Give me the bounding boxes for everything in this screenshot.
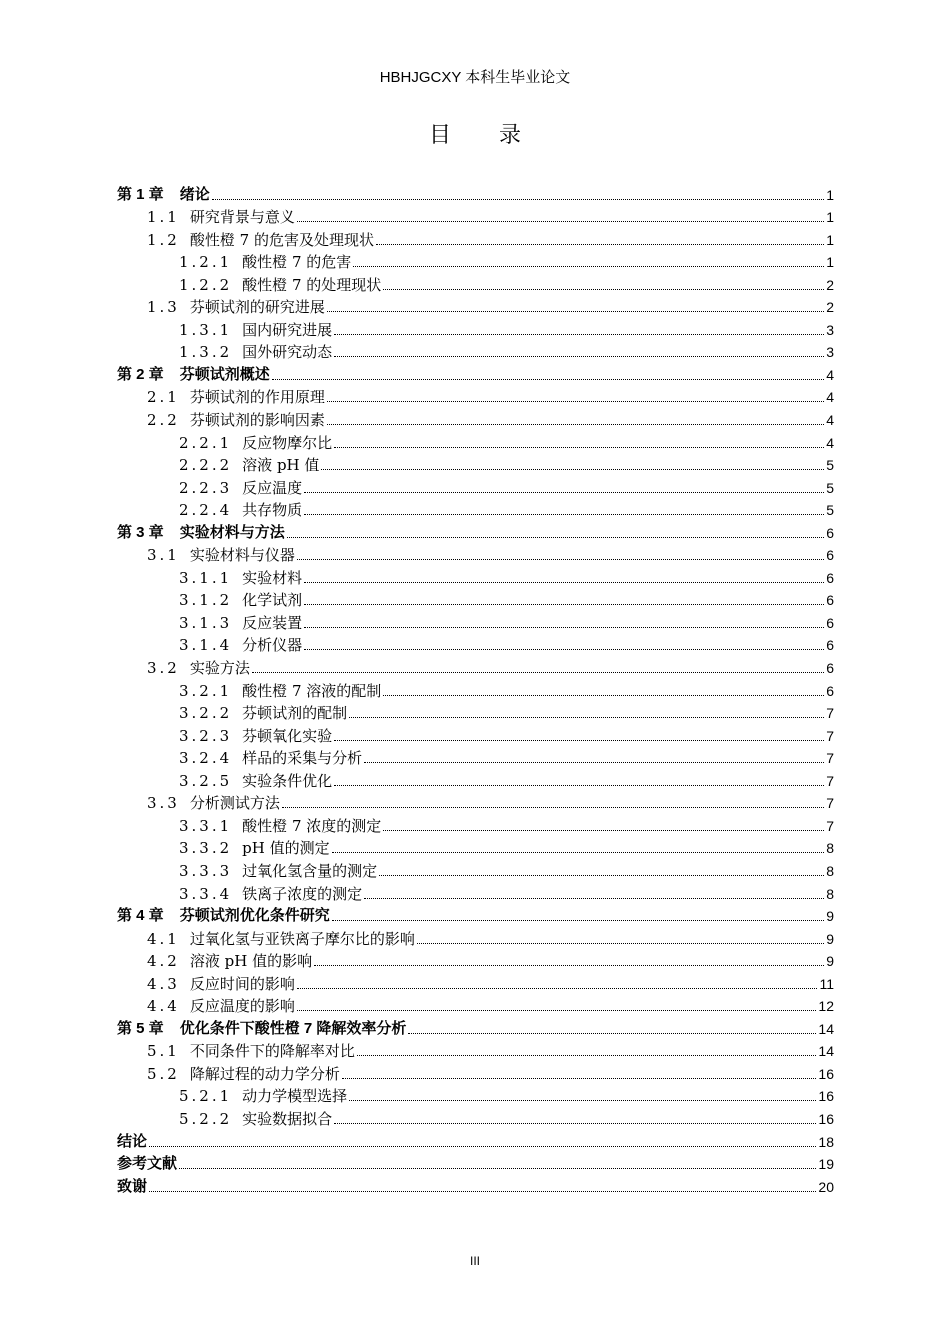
toc-entry-title: 过氧化氢与亚铁离子摩尔比的影响	[189, 929, 415, 948]
toc-entry[interactable]	[117, 790, 834, 813]
dot-leader	[332, 920, 825, 921]
toc-entry[interactable]	[117, 1015, 834, 1038]
toc-entry-number: 3.3.1	[179, 816, 233, 835]
dot-leader	[342, 1078, 817, 1079]
toc-entry[interactable]	[117, 316, 834, 339]
toc-entry-page: 6	[826, 682, 834, 699]
toc-entry[interactable]	[117, 1038, 834, 1061]
toc-entry-page: 16	[818, 1065, 834, 1082]
toc-entry-title: 降解过程的动力学分析	[189, 1064, 340, 1083]
dot-leader	[287, 537, 825, 538]
toc-entry[interactable]	[117, 226, 834, 249]
dot-leader	[282, 807, 824, 808]
toc-entry-title: 结论	[117, 1132, 148, 1150]
toc-entry-number: 4.4	[147, 997, 180, 1016]
toc-entry-number: 第 2 章	[117, 365, 164, 383]
toc-entry-title: 芬顿试剂的作用原理	[189, 388, 325, 407]
dot-leader	[364, 762, 824, 763]
toc-entry-page: 2	[826, 276, 834, 293]
running-header: HBHJGCXY 本科生毕业论文	[379, 69, 571, 86]
toc-entry[interactable]	[117, 452, 834, 475]
dot-leader	[334, 356, 824, 357]
toc-entry-number: 第 3 章	[117, 523, 164, 541]
toc-entry-page: 11	[819, 975, 834, 992]
toc-entry-title: 芬顿试剂概述	[179, 365, 270, 383]
toc-entry[interactable]	[117, 857, 834, 880]
toc-entry-number: 1.3.1	[179, 320, 233, 339]
toc-entry-page: 7	[826, 750, 834, 767]
toc-entry-page: 8	[826, 840, 834, 857]
toc-entry-title: 溶液 pH 值的影响	[189, 952, 313, 971]
toc-entry-number: 3.3.2	[179, 839, 233, 858]
toc-entry-number: 3.3	[147, 794, 180, 813]
toc-title	[0, 118, 950, 149]
toc-entry-title: 芬顿试剂优化条件研究	[179, 907, 330, 925]
toc-entry-page: 4	[826, 366, 834, 383]
dot-leader	[334, 447, 824, 448]
toc-entry-page: 9	[826, 930, 834, 947]
toc-entry[interactable]	[117, 271, 834, 294]
toc-entry-page: 6	[826, 660, 834, 677]
toc-entry-number: 1.2.2	[179, 275, 233, 294]
toc-entry-page: 5	[826, 457, 834, 474]
toc-entry[interactable]	[117, 1060, 834, 1083]
toc-entry[interactable]	[117, 406, 834, 429]
toc-entry-title: 酸性橙 7 浓度的测定	[242, 816, 382, 835]
dot-leader	[334, 785, 824, 786]
dot-leader	[212, 199, 825, 200]
toc-entry-title: 反应温度	[242, 478, 303, 497]
dot-leader	[383, 695, 824, 696]
toc-entry-number: 第 4 章	[117, 907, 164, 925]
toc-entry-page: 18	[818, 1133, 834, 1150]
toc-entry-title: 优化条件下酸性橙 7 降解效率分析	[179, 1019, 407, 1037]
toc-entry-page: 4	[826, 434, 834, 451]
toc-entry[interactable]	[117, 249, 834, 272]
toc-entry-title: 样品的采集与分析	[242, 749, 363, 768]
toc-entry[interactable]	[117, 1083, 834, 1106]
toc-entry-number: 3.3.4	[179, 884, 233, 903]
toc-entry-page: 6	[826, 524, 834, 541]
toc-entry-title: 酸性橙 7 的处理现状	[242, 275, 382, 294]
dot-leader	[297, 221, 824, 222]
dot-leader	[304, 604, 824, 605]
toc-entry-number: 1.1	[147, 208, 180, 227]
toc-entry[interactable]	[117, 812, 834, 835]
toc-title-right: 录	[499, 123, 522, 148]
toc-entry-page: 3	[826, 344, 834, 361]
toc-entry-title: 酸性橙 7 的危害	[242, 253, 352, 272]
dot-leader	[349, 717, 824, 718]
dot-leader	[376, 244, 824, 245]
toc-entry-title: 反应温度的影响	[189, 997, 295, 1016]
toc-entry-title: 实验条件优化	[242, 771, 333, 790]
toc-entry-title: 芬顿试剂的配制	[242, 704, 348, 723]
toc-entry[interactable]	[117, 181, 834, 204]
toc-entry[interactable]	[117, 835, 834, 858]
toc-entry-page: 16	[818, 1110, 834, 1127]
dot-leader	[297, 1010, 817, 1011]
toc-entry[interactable]	[117, 1128, 834, 1151]
toc-entry[interactable]	[117, 654, 834, 677]
toc-entry[interactable]	[117, 903, 834, 926]
dot-leader	[179, 1168, 816, 1169]
toc-entry[interactable]	[117, 609, 834, 632]
toc-entry-page: 4	[826, 389, 834, 406]
toc-entry-title: 反应时间的影响	[189, 974, 295, 993]
dot-leader	[272, 379, 825, 380]
toc-entry-number: 5.2.2	[179, 1109, 233, 1128]
toc-entry-number: 4.1	[147, 929, 180, 948]
toc-entry-number: 3.2	[147, 659, 180, 678]
toc-entry-number: 3.1.4	[179, 636, 233, 655]
dot-leader	[297, 559, 824, 560]
toc-entry[interactable]	[117, 677, 834, 700]
page-number: III	[469, 1254, 480, 1268]
dot-leader	[149, 1191, 816, 1192]
toc-entry-page: 14	[818, 1043, 834, 1060]
toc-entry-page: 5	[826, 479, 834, 496]
toc-entry-title: 分析测试方法	[189, 794, 280, 813]
toc-entry-title: 致谢	[117, 1177, 148, 1195]
toc-entry-title: 不同条件下的降解率对比	[189, 1042, 355, 1061]
toc-entry-page: 6	[826, 637, 834, 654]
toc-entry-page: 9	[826, 953, 834, 970]
toc-entry-number: 3.1.1	[179, 568, 233, 587]
toc-entry-number: 3.3.3	[179, 861, 233, 880]
toc-entry-page: 12	[818, 998, 834, 1015]
toc-entry-number: 5.2.1	[179, 1087, 233, 1106]
toc-entry-title: 实验数据拟合	[242, 1109, 333, 1128]
toc-entry[interactable]	[117, 361, 834, 384]
toc-entry[interactable]	[117, 564, 834, 587]
toc-entry[interactable]	[117, 474, 834, 497]
toc-entry-title: 铁离子浓度的测定	[242, 884, 363, 903]
toc-entry[interactable]	[117, 767, 834, 790]
dot-leader	[417, 943, 824, 944]
toc-entry[interactable]	[117, 519, 834, 542]
toc-entry[interactable]	[117, 384, 834, 407]
toc-entry-page: 14	[818, 1020, 834, 1037]
toc-entry-number: 3.2.2	[179, 704, 233, 723]
toc-entry-page: 2	[826, 299, 834, 316]
toc-entry-page: 7	[826, 795, 834, 812]
toc-entry-page: 8	[826, 885, 834, 902]
toc-entry-title: 酸性橙 7 溶液的配制	[242, 681, 382, 700]
toc-entry[interactable]	[117, 429, 834, 452]
dot-leader	[408, 1033, 816, 1034]
toc-entry[interactable]	[117, 948, 834, 971]
toc-entry-number: 5.2	[147, 1064, 180, 1083]
toc-entry-page: 16	[818, 1088, 834, 1105]
toc-entry[interactable]	[117, 542, 834, 565]
toc-entry-number: 第 5 章	[117, 1019, 164, 1037]
toc-entry-number: 5.1	[147, 1042, 180, 1061]
toc-entry[interactable]	[117, 925, 834, 948]
dot-leader	[252, 672, 824, 673]
dot-leader	[364, 898, 824, 899]
dot-leader	[327, 424, 824, 425]
toc-entry-number: 2.2.1	[179, 433, 233, 452]
toc-entry-title: 参考文献	[117, 1155, 178, 1173]
toc-entry-page: 1	[826, 254, 834, 271]
toc-entry-title: 芬顿试剂的影响因素	[189, 411, 325, 430]
toc-entry[interactable]	[117, 1105, 834, 1128]
dot-leader	[383, 289, 824, 290]
dot-leader	[297, 988, 818, 989]
toc-entry-number: 4.3	[147, 974, 180, 993]
dot-leader	[327, 401, 824, 402]
toc-entry-title: 国内研究进展	[242, 320, 333, 339]
toc-entry[interactable]	[117, 700, 834, 723]
toc-entry-number: 3.2.5	[179, 771, 233, 790]
dot-leader	[349, 1100, 816, 1101]
table-of-contents	[117, 181, 834, 1196]
toc-entry[interactable]	[117, 880, 834, 903]
dot-leader	[332, 852, 825, 853]
toc-entry-title: 研究背景与意义	[189, 208, 295, 227]
dot-leader	[334, 1123, 816, 1124]
toc-entry-page: 7	[826, 772, 834, 789]
dot-leader	[334, 740, 824, 741]
toc-entry-page: 1	[826, 186, 834, 203]
dot-leader	[334, 334, 824, 335]
dot-leader	[357, 1055, 817, 1056]
dot-leader	[304, 627, 824, 628]
toc-entry-title: 共存物质	[242, 501, 303, 520]
toc-entry-page: 20	[818, 1178, 834, 1195]
toc-entry-number: 4.2	[147, 952, 180, 971]
toc-entry-page: 9	[826, 908, 834, 925]
toc-entry-page: 1	[826, 209, 834, 226]
toc-entry-page: 7	[826, 817, 834, 834]
toc-entry-number: 第 1 章	[117, 185, 164, 203]
toc-entry-number: 3.2.3	[179, 726, 233, 745]
toc-entry[interactable]	[117, 993, 834, 1016]
toc-entry[interactable]	[117, 1151, 834, 1174]
toc-entry[interactable]	[117, 587, 834, 610]
toc-entry-title: 绪论	[179, 185, 210, 203]
toc-entry[interactable]	[117, 339, 834, 362]
toc-entry-number: 1.2.1	[179, 253, 233, 272]
dot-leader	[304, 582, 824, 583]
toc-title-left: 目	[428, 123, 451, 148]
dot-leader	[149, 1146, 816, 1147]
toc-entry-page: 5	[826, 502, 834, 519]
toc-entry[interactable]	[117, 632, 834, 655]
toc-entry-page: 19	[818, 1156, 834, 1173]
toc-entry-number: 2.2	[147, 411, 180, 430]
toc-entry-number: 1.3.2	[179, 343, 233, 362]
toc-entry-number: 2.2.3	[179, 478, 233, 497]
toc-entry[interactable]	[117, 970, 834, 993]
dot-leader	[383, 830, 824, 831]
dot-leader	[314, 965, 824, 966]
toc-entry[interactable]	[117, 204, 834, 227]
toc-entry-title: 化学试剂	[242, 591, 303, 610]
toc-entry[interactable]	[117, 1173, 834, 1196]
toc-entry-title: 实验材料	[242, 568, 303, 587]
toc-entry-title: 实验材料与仪器	[189, 546, 295, 565]
toc-entry-number: 1.2	[147, 230, 180, 249]
dot-leader	[353, 266, 824, 267]
toc-entry-number: 3.1	[147, 546, 180, 565]
toc-entry[interactable]	[117, 294, 834, 317]
toc-entry-title: 芬顿试剂的研究进展	[189, 298, 325, 317]
dot-leader	[304, 492, 824, 493]
toc-entry-number: 3.2.1	[179, 681, 233, 700]
toc-entry-number: 2.2.2	[179, 456, 233, 475]
toc-entry-title: 反应物摩尔比	[242, 433, 333, 452]
toc-entry-title: 溶液 pH 值	[242, 456, 320, 475]
toc-entry-number: 3.1.2	[179, 591, 233, 610]
toc-entry-page: 6	[826, 614, 834, 631]
toc-entry-page: 7	[826, 705, 834, 722]
toc-entry-number: 2.1	[147, 388, 180, 407]
toc-entry-title: 芬顿氧化实验	[242, 726, 333, 745]
dot-leader	[304, 649, 824, 650]
toc-entry-title: pH 值的测定	[242, 839, 330, 858]
dot-leader	[304, 514, 824, 515]
toc-entry-title: 酸性橙 7 的危害及处理现状	[189, 230, 374, 249]
toc-entry-title: 分析仪器	[242, 636, 303, 655]
toc-entry-title: 动力学模型选择	[242, 1087, 348, 1106]
dot-leader	[327, 311, 824, 312]
toc-entry[interactable]	[117, 722, 834, 745]
toc-entry-page: 3	[826, 321, 834, 338]
toc-entry-number: 2.2.4	[179, 501, 233, 520]
toc-entry-page: 6	[826, 569, 834, 586]
toc-entry-title: 过氧化氢含量的测定	[242, 861, 378, 880]
toc-entry-page: 8	[826, 862, 834, 879]
toc-entry-title: 反应装置	[242, 613, 303, 632]
dot-leader	[379, 875, 824, 876]
toc-entry[interactable]	[117, 745, 834, 768]
toc-entry-title: 实验方法	[189, 659, 250, 678]
toc-entry-page: 1	[826, 231, 834, 248]
toc-entry-title: 国外研究动态	[242, 343, 333, 362]
toc-entry-page: 6	[826, 547, 834, 564]
toc-entry-page: 7	[826, 727, 834, 744]
toc-entry-number: 3.1.3	[179, 613, 233, 632]
toc-entry-title: 实验材料与方法	[179, 523, 285, 541]
toc-entry-page: 6	[826, 592, 834, 609]
toc-entry[interactable]	[117, 497, 834, 520]
dot-leader	[321, 469, 824, 470]
toc-entry-page: 4	[826, 412, 834, 429]
toc-entry-number: 1.3	[147, 298, 180, 317]
toc-entry-number: 3.2.4	[179, 749, 233, 768]
